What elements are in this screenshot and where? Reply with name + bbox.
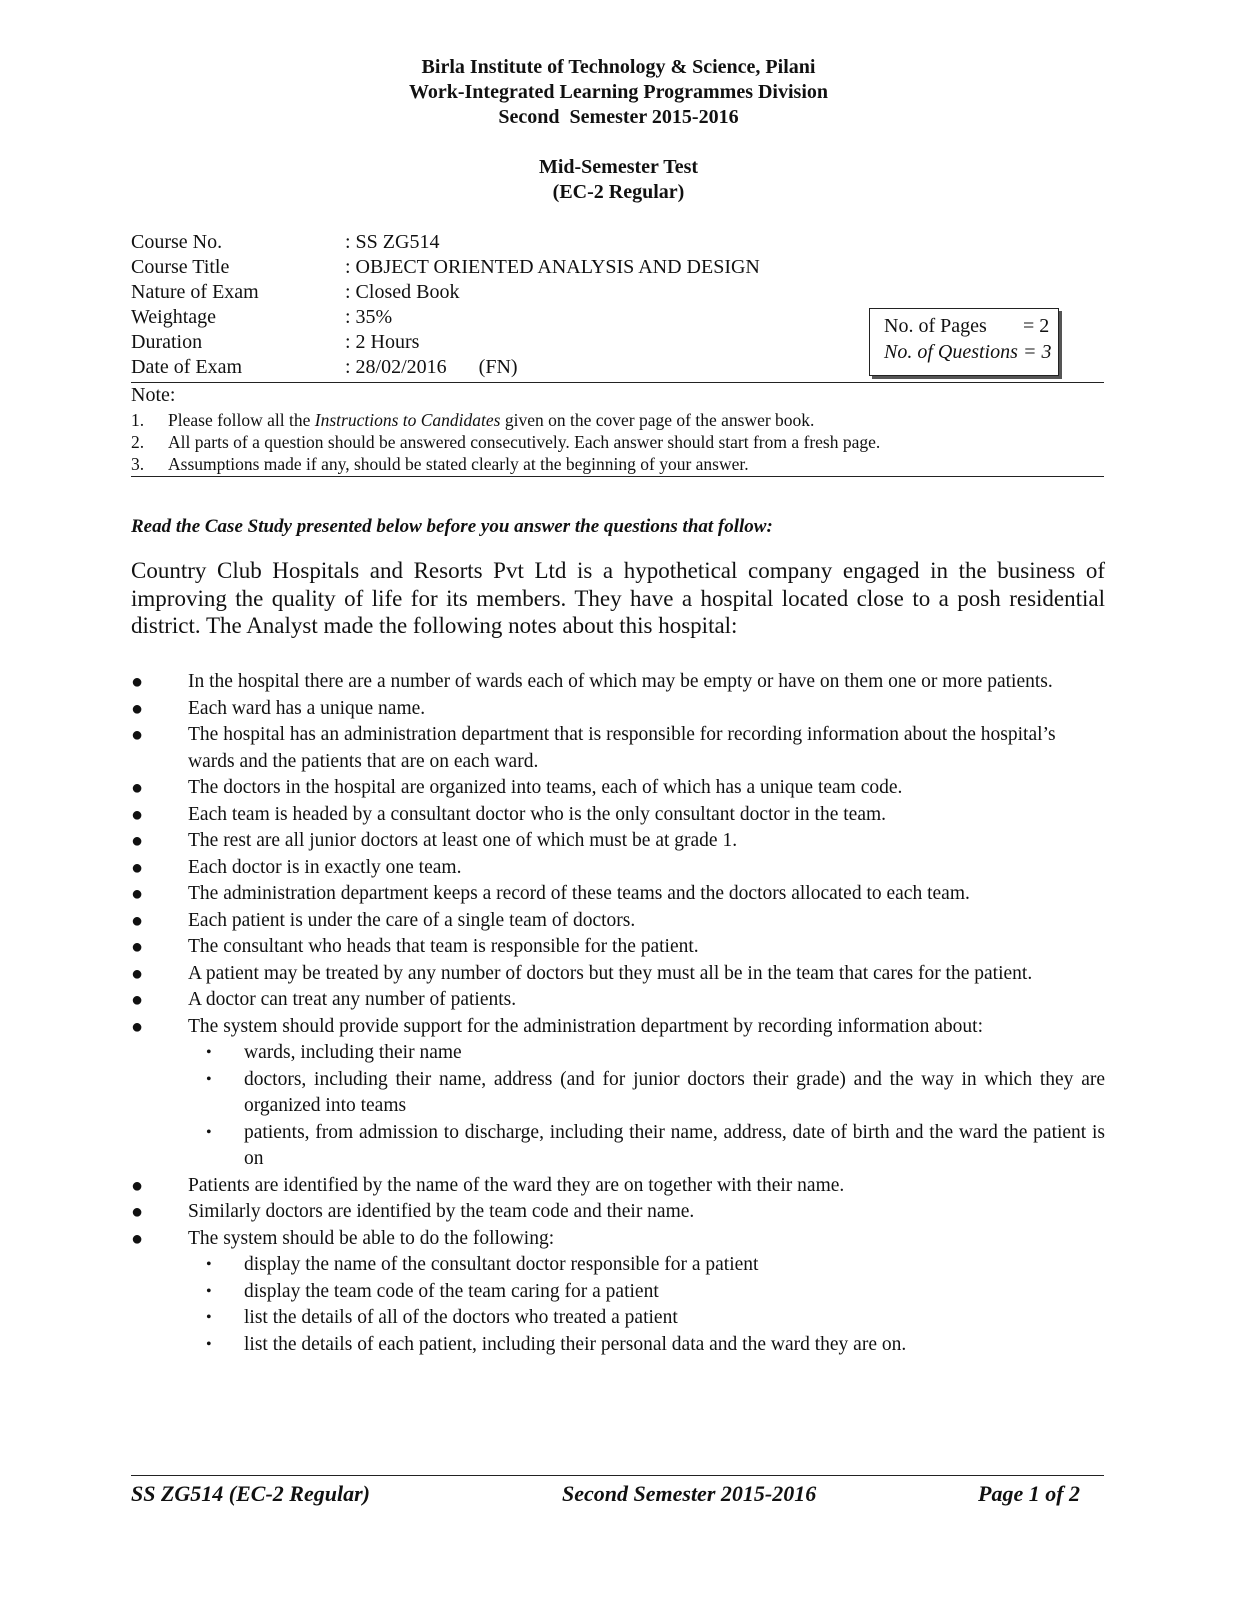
semester-title: Second Semester 2015-2016 [498,106,739,128]
case-study-notes-list [131,669,1105,1358]
bullet-icon: ● [131,962,144,985]
list-item [131,934,1105,961]
divider [131,476,1104,477]
info-label: Date of Exam [131,356,243,378]
info-value: : 35% [345,306,393,328]
footer-divider [131,1475,1104,1476]
list-item [131,696,1105,723]
bullet-icon: ● [131,856,144,879]
note-number: 2. [131,432,145,452]
session-label: (FN) [478,356,518,378]
bullet-icon: ● [131,803,144,826]
note-text-after: given on the cover page of the answer book. [500,410,815,430]
info-value: : OBJECT ORIENTED ANALYSIS AND DESIGN [345,256,760,278]
sub-list-item-text: doctors, including their name, address (and for junior doctors their grade) and the way in which they are organized into teams [244,1068,1105,1116]
note-number: 3. [131,454,145,474]
info-label: Nature of Exam [131,281,259,303]
pages-value: = 2 [1023,315,1050,337]
bullet-icon: ● [131,1174,144,1197]
sub-bullet-icon: • [206,1070,212,1088]
sub-list-item [131,1040,1105,1067]
sub-bullet-icon: • [206,1335,212,1353]
bullet-icon: ● [131,1015,144,1038]
info-row-date [131,355,518,380]
sub-bullet-icon: • [206,1282,212,1300]
bullet-icon: ● [131,1201,144,1223]
pages-label: No. of Pages [884,315,987,337]
test-title: Mid-Semester Test [538,156,699,178]
sub-list-item [131,1252,1105,1279]
sub-list-item [131,1305,1105,1332]
note-text-before: Please follow all the [168,410,315,430]
info-label: Weightage [131,306,217,328]
list-item [131,881,1105,908]
sub-list-item-text: list the details of each patient, including their personal data and the ward they are on. [244,1333,907,1355]
list-item-text: Each doctor is in exactly one team. [188,856,462,878]
info-row-nature [131,280,459,305]
list-item [131,1173,1105,1200]
sub-bullet-icon: • [206,1044,212,1061]
questions-count-row [884,339,1058,365]
questions-label: No. of Questions [884,341,1018,363]
sub-bullet-icon: • [206,1256,212,1273]
bullet-icon: ● [131,936,144,958]
case-study-intro: Country Club Hospitals and Resorts Pvt Ltd is a hypothetical company engaged in the business of improving the quality of life for its members. They have a hospital located close to a posh residential district. The Analyst made the following notes about this hospital: [131,558,1105,638]
list-item-text: The rest are all junior doctors at least one of which must be at grade 1. [188,830,738,851]
sub-list-item [131,1332,1105,1359]
list-item [131,802,1105,829]
footer-semester: Second Semester 2015-2016 [562,1481,817,1506]
list-item [131,855,1105,882]
division-name: Work-Integrated Learning Programmes Division [408,81,829,103]
list-item [131,961,1105,988]
info-value: : SS ZG514 [345,231,440,253]
info-row-weightage [131,305,392,330]
note-item [131,409,814,431]
list-item-text: The administration department keeps a record of these teams and the doctors allocated to each team. [188,883,970,904]
info-row-course-no [131,230,439,255]
info-value: : 28/02/2016 [345,356,447,378]
sub-list-item [131,1279,1105,1306]
bullet-icon: ● [131,909,144,932]
case-study-instruction: Read the Case Study presented below before you answer the questions that follow: [131,516,773,537]
note-text-italic: Instructions to Candidates [314,410,501,430]
test-type: (EC-2 Regular) [552,181,685,203]
list-item-text: Each patient is under the care of a single team of doctors. [188,909,636,931]
bullet-icon: ● [131,989,144,1011]
footer-course: SS ZG514 (EC-2 Regular) [131,1481,370,1506]
list-item-text: Similarly doctors are identified by the team code and their name. [188,1201,695,1222]
bullet-icon: ● [131,1227,144,1250]
pages-count-row [884,313,1058,339]
list-item-text: The system should provide support for the administration department by recording information about: [188,1015,983,1037]
list-item-text: The consultant who heads that team is responsible for the patient. [188,936,699,957]
note-text: Assumptions made if any, should be stated clearly at the beginning of your answer. [168,454,749,474]
bullet-icon: ● [131,697,144,720]
list-item [131,669,1105,696]
bullet-icon: ● [131,671,144,693]
list-item [131,828,1105,855]
bullet-icon: ● [131,830,144,852]
info-label: Course No. [131,231,223,253]
sub-list-item [131,1120,1105,1173]
note-number: 1. [131,410,145,430]
list-item [131,1226,1105,1253]
list-item [131,1199,1105,1226]
info-value: : Closed Book [345,281,460,303]
bullet-icon: ● [131,883,144,905]
info-row-course-title [131,255,760,280]
sub-list-item [131,1067,1105,1120]
info-label: Course Title [131,256,230,278]
info-label: Duration [131,331,203,353]
info-value: : 2 Hours [345,331,420,353]
list-item-text: Each team is headed by a consultant doctor who is the only consultant doctor in the team. [188,803,887,825]
list-item [131,908,1105,935]
sub-bullet-icon: • [206,1123,212,1141]
list-item [131,775,1105,802]
note-item [131,453,749,475]
list-item [131,1014,1105,1041]
list-item-text: The doctors in the hospital are organized into teams, each of which has a unique team code. [188,777,903,798]
questions-value: = 3 [1023,341,1052,363]
info-row-duration [131,330,419,355]
list-item-text: Patients are identified by the name of the ward they are on together with their name. [188,1174,845,1196]
list-item-text: A patient may be treated by any number of doctors but they must all be in the team that cares for the patient. [188,962,1033,984]
sub-list-item-text: list the details of all of the doctors who treated a patient [244,1307,678,1328]
sub-list-item-text: patients, from admission to discharge, including their name, address, date of birth and the ward the patient is on [244,1121,1105,1169]
bullet-icon: ● [131,724,144,746]
footer-page-number: Page 1 of 2 [978,1481,1081,1506]
note-text: All parts of a question should be answered consecutively. Each answer should start from a fresh page. [168,432,881,452]
list-item-text: Each ward has a unique name. [188,697,426,719]
list-item-text: The hospital has an administration department that is responsible for recording information about the hospital’s wards and the patients that are on each ward. [188,724,1056,772]
list-item-text: In the hospital there are a number of wards each of which may be empty or have on them one or more patients. [188,671,1053,692]
bullet-icon: ● [131,777,144,799]
pages-box [869,308,1059,376]
sub-list-item-text: display the team code of the team caring for a patient [244,1280,659,1302]
list-item-text: The system should be able to do the following: [188,1227,555,1249]
divider [131,382,1104,383]
note-title: Note: [131,384,176,406]
sub-list-item-text: display the name of the consultant doctor responsible for a patient [244,1254,759,1275]
list-item-text: A doctor can treat any number of patients. [188,989,517,1010]
note-item [131,431,880,453]
institute-name: Birla Institute of Technology & Science, Pilani [421,56,816,78]
list-item [131,722,1105,775]
sub-list-item-text: wards, including their name [244,1042,462,1063]
list-item [131,987,1105,1014]
sub-bullet-icon: • [206,1309,212,1326]
